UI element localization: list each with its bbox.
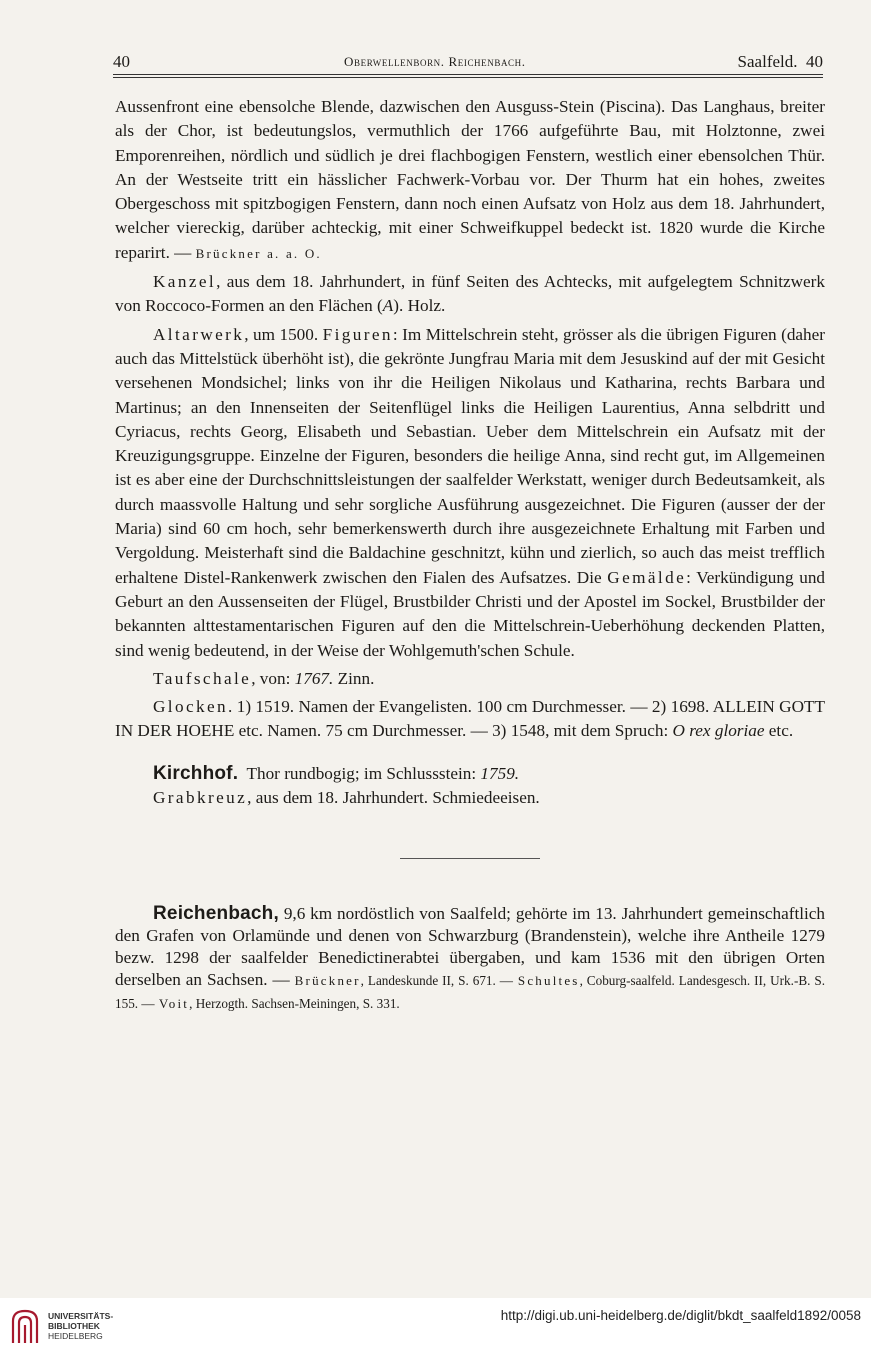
entry-label: Glocken xyxy=(153,697,229,717)
header-rule xyxy=(113,77,823,78)
paragraph-kanzel: Kanzel, aus dem 18. Jahrhundert, in fünf Seiten des Achtecks, mit aufgelegtem Schnitzwerk von Roccoco-Formen an den Flächen (A). Holz. xyxy=(115,272,825,316)
paragraph-grabkreuz: Grabkreuz, aus dem 18. Jahrhundert. Schmiedeeisen. xyxy=(153,788,540,808)
paragraph-altarwerk: Altarwerk, um 1500. Figuren: Im Mittelschrein steht, grösser als die übrigen Figuren (daher auch das Mittelstück überhöht ist), die gekrönte Jungfrau Maria mit dem Jesuskind auf der mit Gesicht versehenen Mondsichel; links von ihr die Heiligen Nikolaus und Katharina, rechts Barbara und Martinus; an den Innenseiten der Seitenflügel links die Heiligen Laurentius, Anna selbdritt und Cyriacus, rechts Georg, Elisabeth und Sebastian. Ueber dem Mittelschrein ein Aufsatz mit der Kreuzigungsgruppe. Einzelne der Figuren, besonders die heilige Anna, sind recht gut, im Allgemeinen ist es aber eine der Durchschnittsleistungen der saalfelder Werkstatt, weniger durch Bedeutsamkeit, als durch maassvolle Haltung und sehr sorgliche Ausführung ausgezeichnet. Die Figuren (ausser der der Maria) sind 60 cm hoch, sehr bemerkenswerth durch ihre ausgezeichnete Erhaltung mit Farben und Vergoldung. Meisterhaft sind die Baldachine geschnitzt, kühn und zierlich, so auch das meist trefflich erhaltene Distel-Rankenwerk zwischen den Fialen des Aufsatzes. Die Gemälde: Verkündigung und Geburt an den Aussenseiten der Flügel, Brustbilder Christi und der Apostel im Sockel, Brustbilder der bekannten alttestamentarischen Figuren auf den die Mittelschrein-Ueberhöhung deckenden Platten, sind wenig bedeutend, in der Weise der Wohlgemuth'schen Schule. xyxy=(115,324,826,660)
entry-label: Gemälde xyxy=(607,567,687,587)
header-title: Oberwellenborn. Reichenbach. xyxy=(344,54,526,69)
section-heading: Kirchhof. xyxy=(153,762,239,784)
permalink-url[interactable]: http://digi.ub.uni-heidelberg.de/diglit/bkdt_saalfeld1892/0058 xyxy=(500,1308,861,1323)
section-divider xyxy=(400,858,540,859)
entry-label: Kanzel xyxy=(153,272,217,292)
source-ref: Voit xyxy=(158,996,190,1012)
header-right xyxy=(738,52,823,72)
entry-label: Grabkreuz xyxy=(153,788,248,808)
main-text xyxy=(115,95,825,1015)
entry-label: Altarwerk xyxy=(153,324,245,344)
paragraph-langhaus: Aussenfront eine ebensolche Blende, dazwischen den Ausguss-Stein (Piscina). Das Langhaus, breiter als der Chor, ist bedeutungslos, vermuthlich der 1766 aufgeführte Bau, mit Holztonne, zwei Emporenreihen, nördlich und südlich je drei flachbogigen Fenstern, westlich einer ebensolchen Thür. An der Westseite tritt ein hässlicher Fachwerk-Vorbau vor. Der Thurm hat ein hohes, zweites Obergeschoss mit spitzbogigen Fenstern, dann noch einen Aufsatz von Holz aus dem 18. Jahrhundert, welcher viereckig, darüber achteckig, mit einer Schweifkuppel bedeckt ist. 1820 wurde die Kirche reparirt. — Brückner a. a. O. xyxy=(115,97,825,262)
paragraph-taufschale: Taufschale, von: 1767. Zinn. xyxy=(153,668,375,688)
entry-label: Figuren xyxy=(322,324,393,344)
paragraph-reichenbach: Reichenbach, 9,6 km nordöstlich von Saalfeld; gehörte im 13. Jahrhundert gemeinschaftlich den Grafen von Orlamünde und denen von Schwarzburg (Brandenstein), welche ihre Antheile 1279 bezw. 1298 der saalfelder Benedictinerabtei übergaben, und kam 1536 mit den übrigen Orten derselben an Sachsen. — Brückner, Landeskunde II, S. 671. — Schultes, Coburg-saalfeld. Landesgesch. II, Urk.-B. S. 155. — Voit, Herzogth. Sachsen-Meiningen, S. 331. xyxy=(115,903,826,1012)
source-ref: Schultes xyxy=(517,973,580,989)
paragraph-kirchhof: Kirchhof. Thor rundbogig; im Schlussstein: 1759. xyxy=(153,762,520,784)
source-ref: Brückner xyxy=(294,973,361,989)
library-name[interactable]: UNIVERSITÄTS- BIBLIOTHEK HEIDELBERG xyxy=(48,1311,114,1341)
source-ref: Brückner a. a. O. xyxy=(195,245,322,261)
entry-label: Taufschale xyxy=(153,668,252,688)
header-place: Saalfeld. xyxy=(737,52,798,71)
page-number-left: 40 xyxy=(113,52,130,71)
university-logo-icon[interactable] xyxy=(9,1307,41,1347)
viewer-footer xyxy=(0,1298,871,1360)
running-header xyxy=(113,52,823,75)
page-number-right: 40 xyxy=(806,52,823,71)
paragraph-glocken: Glocken. 1) 1519. Namen der Evangelisten. 100 cm Durchmesser. — 2) 1698. ALLEIN GOTT IN DER HOEHE etc. Namen. 75 cm Durchmesser. — 3) 1548, mit dem Spruch: O rex gloriae etc. xyxy=(115,697,825,741)
section-heading: Reichenbach, xyxy=(153,903,279,925)
